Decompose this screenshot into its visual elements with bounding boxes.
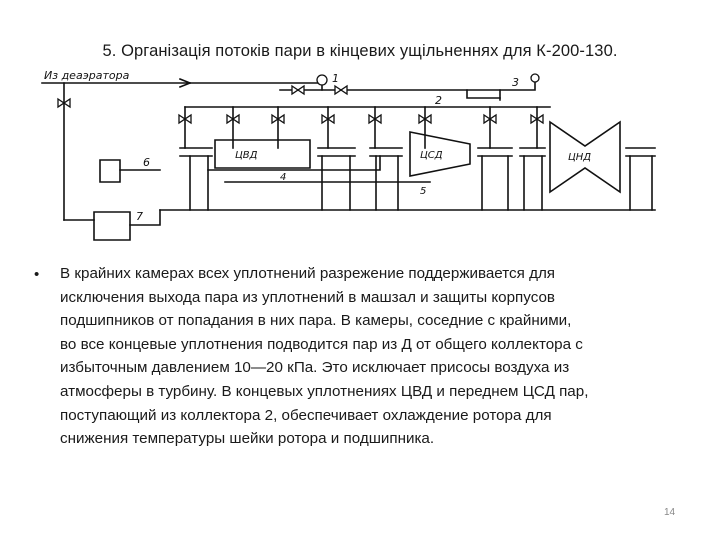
hp-cylinder-label: ЦВД xyxy=(235,150,258,161)
body-line: во все концевые уплотнения подводится пар из Д от общего коллектора с xyxy=(60,335,583,353)
ip-cylinder-label: ЦСД xyxy=(420,150,443,161)
body-paragraph xyxy=(60,262,700,451)
control-valve-1-icon xyxy=(317,75,327,85)
deaerator-label: Из деаэратора xyxy=(44,70,130,82)
callout-4: 4 xyxy=(280,172,287,183)
callout-6: 6 xyxy=(143,156,150,169)
slide-title: 5. Організація потоків пари в кінцевих ущільненнях для К-200-130. xyxy=(102,42,618,60)
valve-icon xyxy=(335,86,347,94)
page-number: 14 xyxy=(664,507,676,518)
body-line: поступающий из коллектора 2, обеспечивает охлаждение ротора для xyxy=(60,406,552,424)
lp-cylinder-label: ЦНД xyxy=(568,152,592,163)
seal-steam-diagram xyxy=(30,70,680,250)
body-line: исключения выхода пара из уплотнений в машзал и защиты корпусов xyxy=(60,288,555,306)
control-valve-3-icon xyxy=(531,74,539,82)
body-line: атмосферы в турбину. В концевых уплотнениях ЦВД и переднем ЦСД пар, xyxy=(60,382,589,400)
seal-steam-cooler-6 xyxy=(100,160,120,182)
callout-2: 2 xyxy=(435,94,442,107)
valve-icon xyxy=(292,86,304,94)
body-line: снижения температуры шейки ротора и подшипника. xyxy=(60,430,435,448)
bullet-marker: • xyxy=(34,266,40,283)
body-line: подшипников от попадания в них пара. В камеры, соседние с крайними, xyxy=(60,312,572,330)
callout-3: 3 xyxy=(512,76,519,89)
callout-7: 7 xyxy=(136,210,143,223)
hp-cylinder xyxy=(215,140,310,168)
body-line: избыточным давлением 10—20 кПа. Это исключает присосы воздуха из xyxy=(60,359,570,377)
callout-1: 1 xyxy=(332,72,339,85)
body-line: В крайних камерах всех уплотнений разрежение поддерживается для xyxy=(60,265,556,282)
callout-5: 5 xyxy=(420,186,427,197)
